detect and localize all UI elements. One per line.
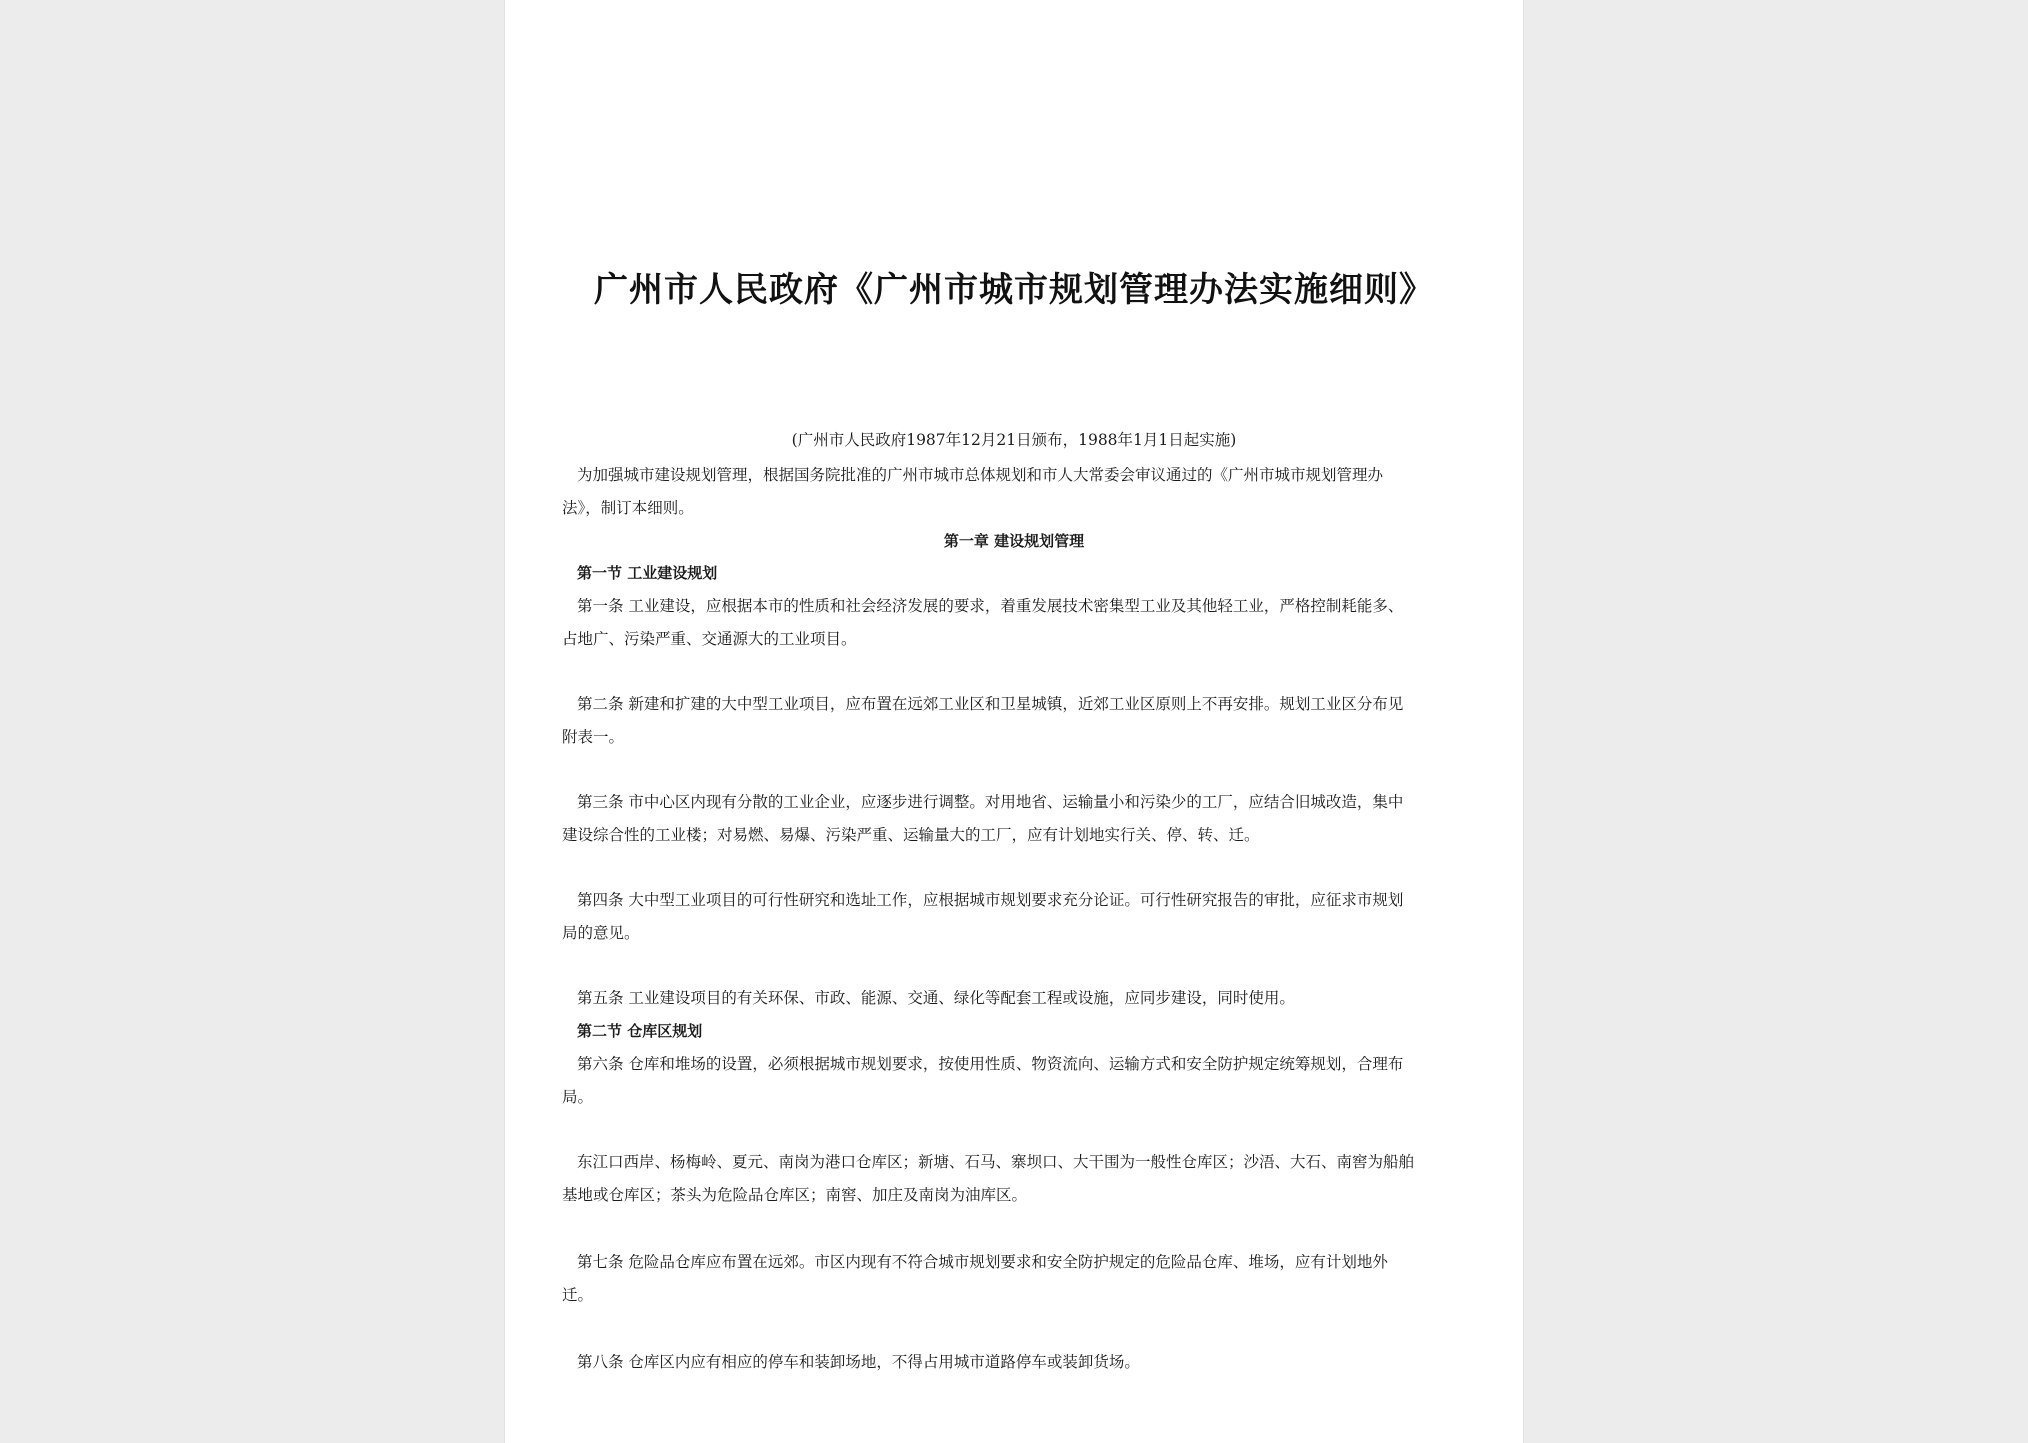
article-4-line-2: 局的意见。	[562, 924, 640, 942]
article-7-line-1: 第七条 危险品仓库应布置在远郊。市区内现有不符合城市规划要求和安全防护规定的危险品仓库、堆场，应有计划地外	[577, 1253, 1388, 1271]
document-page	[505, 0, 1523, 1443]
chapter-heading: 第一章 建设规划管理	[943, 532, 1085, 550]
article-2-line-2: 附表一。	[562, 728, 625, 746]
section-heading-2: 第二节 仓库区规划	[577, 1022, 703, 1040]
article-6-cont-line-2: 基地或仓库区；茶头为危险品仓库区；南窖、加庄及南岗为油库区。	[562, 1186, 1028, 1204]
article-1-line-1: 第一条 工业建设，应根据本市的性质和社会经济发展的要求，着重发展技术密集型工业及其他轻工业，严格控制耗能多、	[577, 597, 1404, 615]
article-3-line-1: 第三条 市中心区内现有分散的工业企业，应逐步进行调整。对用地省、运输量小和污染少的工厂，应结合旧城改造，集中	[577, 793, 1404, 811]
article-8-line-1: 第八条 仓库区内应有相应的停车和装卸场地，不得占用城市道路停车或装卸货场。	[577, 1353, 1140, 1371]
article-7-line-2: 迁。	[562, 1286, 594, 1304]
article-1-line-2: 占地广、污染严重、交通源大的工业项目。	[562, 630, 857, 648]
preamble-line-1: 为加强城市建设规划管理，根据国务院批准的广州市城市总体规划和市人大常委会审议通过的《广州市城市规划管理办	[577, 466, 1384, 484]
article-2-line-1: 第二条 新建和扩建的大中型工业项目，应布置在远郊工业区和卫星城镇，近郊工业区原则上不再安排。规划工业区分布见	[577, 695, 1404, 713]
article-4-line-1: 第四条 大中型工业项目的可行性研究和选址工作，应根据城市规划要求充分论证。可行性研究报告的审批，应征求市规划	[577, 891, 1404, 909]
article-3-line-2: 建设综合性的工业楼；对易燃、易爆、污染严重、运输量大的工厂，应有计划地实行关、停、转、迁。	[562, 826, 1260, 844]
article-6-line-1: 第六条 仓库和堆场的设置，必须根据城市规划要求，按使用性质、物资流向、运输方式和安全防护规定统筹规划，合理布	[577, 1055, 1404, 1073]
preamble-line-2: 法》，制订本细则。	[562, 499, 694, 517]
article-5-line-1: 第五条 工业建设项目的有关环保、市政、能源、交通、绿化等配套工程或设施，应同步建设，同时使用。	[577, 989, 1295, 1007]
document-title: 广州市人民政府《广州市城市规划管理办法实施细则》	[594, 270, 1434, 310]
issuance-note: (广州市人民政府1987年12月21日颁布，1988年1月1日起实施)	[791, 431, 1237, 449]
section-heading-1: 第一节 工业建设规划	[577, 564, 718, 582]
article-6-line-2: 局。	[562, 1088, 594, 1106]
article-6-cont-line-1: 东江口西岸、杨梅岭、夏元、南岗为港口仓库区；新塘、石马、寨坝口、大干围为一般性仓库区；沙浯、大石、南窖为船舶	[577, 1153, 1415, 1171]
